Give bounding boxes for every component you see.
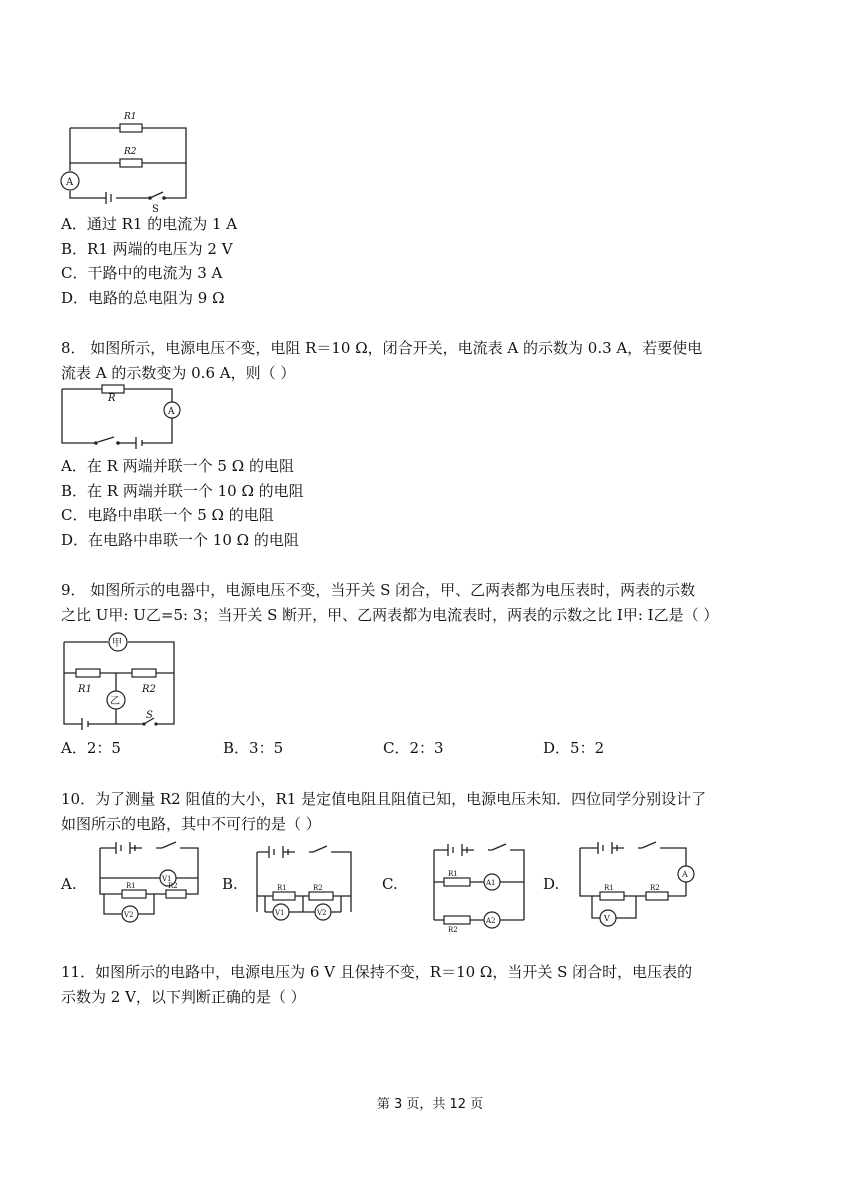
q10-option-c-letter: C. bbox=[382, 875, 398, 893]
svg-text:R1: R1 bbox=[277, 884, 287, 892]
q9-option-d: D．5：2 bbox=[543, 739, 605, 757]
q10-diagram-d bbox=[576, 836, 698, 932]
q7-option-b: B．R1 两端的电压为 2 V bbox=[61, 240, 233, 258]
q11-stem-line2: 示数为 2 V，以下判断正确的是（ ） bbox=[61, 988, 306, 1006]
r2-label: R2 bbox=[124, 147, 137, 157]
r1-label: R1 bbox=[78, 684, 92, 695]
q7-option-a: A．通过 R1 的电流为 1 A bbox=[61, 215, 238, 233]
q9-stem-line2: 之比 U甲: U乙=5: 3；当开关 S 断开，甲、乙两表都为电流表时，两表的示数之比 I甲: I乙是（ ） bbox=[61, 606, 719, 624]
q9-option-b: B．3：5 bbox=[223, 739, 284, 757]
svg-text:V1: V1 bbox=[275, 909, 285, 917]
r1-resistor bbox=[120, 124, 142, 132]
q11-stem-line1: 11．如图所示的电路中，电源电压为 6 V 且保持不变，R＝10 Ω，当开关 S 闭合时，电压表的 bbox=[61, 963, 693, 981]
r2-resistor bbox=[132, 669, 156, 677]
page-footer: 第 3 页，共 12 页 bbox=[376, 1097, 484, 1112]
ammeter-label: A bbox=[66, 177, 74, 188]
svg-text:R2: R2 bbox=[168, 882, 178, 890]
q8-stem-line1: 8． 如图所示，电源电压不变，电阻 R＝10 Ω，闭合开关，电流表 A 的示数为 0.3 A，若要使电 bbox=[61, 339, 703, 357]
r2-resistor bbox=[120, 159, 142, 167]
q7-circuit-diagram bbox=[58, 108, 198, 215]
r-label: R bbox=[108, 393, 116, 404]
svg-text:R1: R1 bbox=[604, 884, 614, 892]
q8-option-a: A．在 R 两端并联一个 5 Ω 的电阻 bbox=[61, 457, 294, 475]
q8-option-d: D．在电路中串联一个 10 Ω 的电阻 bbox=[61, 531, 299, 549]
ammeter-label: A bbox=[168, 407, 175, 417]
q8-option-c: C．电路中串联一个 5 Ω 的电阻 bbox=[61, 506, 274, 524]
svg-text:V2: V2 bbox=[124, 911, 134, 919]
svg-text:R2: R2 bbox=[650, 884, 660, 892]
svg-text:V1: V1 bbox=[162, 875, 172, 883]
svg-text:R1: R1 bbox=[126, 882, 136, 890]
q10-stem-line1: 10．为了测量 R2 阻值的大小，R1 是定值电阻且阻值已知，电源电压未知．四位同学分别设计了 bbox=[61, 790, 707, 808]
q10-option-a-letter: A. bbox=[61, 875, 77, 893]
q9-stem-line1: 9． 如图所示的电器中，电源电压不变，当开关 S 闭合，甲、乙两表都为电压表时，两表的示数 bbox=[61, 581, 696, 599]
q8-stem-line2: 流表 A 的示数变为 0.6 A，则（ ） bbox=[61, 364, 296, 382]
jia-label: 甲 bbox=[112, 638, 122, 649]
q9-circuit-diagram bbox=[58, 628, 182, 728]
switch-label: S bbox=[146, 710, 153, 721]
r1-label: R1 bbox=[124, 112, 137, 122]
r2-label: R2 bbox=[142, 684, 156, 695]
q7-option-d: D．电路的总电阻为 9 Ω bbox=[61, 289, 225, 307]
svg-text:V: V bbox=[604, 914, 610, 923]
switch-label: S bbox=[152, 204, 159, 215]
svg-text:R2: R2 bbox=[313, 884, 323, 892]
q10-diagram-a bbox=[94, 838, 206, 928]
r1-resistor bbox=[76, 669, 100, 677]
r-resistor bbox=[102, 385, 124, 393]
q10-option-b-letter: B. bbox=[222, 875, 238, 893]
svg-text:A2: A2 bbox=[486, 917, 496, 925]
svg-text:R2: R2 bbox=[448, 926, 458, 934]
q10-stem-line2: 如图所示的电路，其中不可行的是（ ） bbox=[61, 815, 321, 833]
q7-option-c: C．干路中的电流为 3 A bbox=[61, 264, 223, 282]
q10-diagram-b bbox=[251, 840, 357, 928]
yi-label: 乙 bbox=[110, 696, 120, 707]
q10-diagram-c bbox=[412, 840, 528, 934]
q9-option-c: C．2：3 bbox=[383, 739, 444, 757]
svg-text:A1: A1 bbox=[486, 879, 496, 887]
q8-circuit-diagram bbox=[58, 383, 188, 449]
q9-option-a: A．2：5 bbox=[61, 739, 121, 757]
q10-option-d-letter: D. bbox=[543, 875, 560, 893]
svg-text:R1: R1 bbox=[448, 870, 458, 878]
q8-option-b: B．在 R 两端并联一个 10 Ω 的电阻 bbox=[61, 482, 304, 500]
svg-text:A: A bbox=[682, 870, 688, 879]
svg-text:V2: V2 bbox=[317, 909, 327, 917]
